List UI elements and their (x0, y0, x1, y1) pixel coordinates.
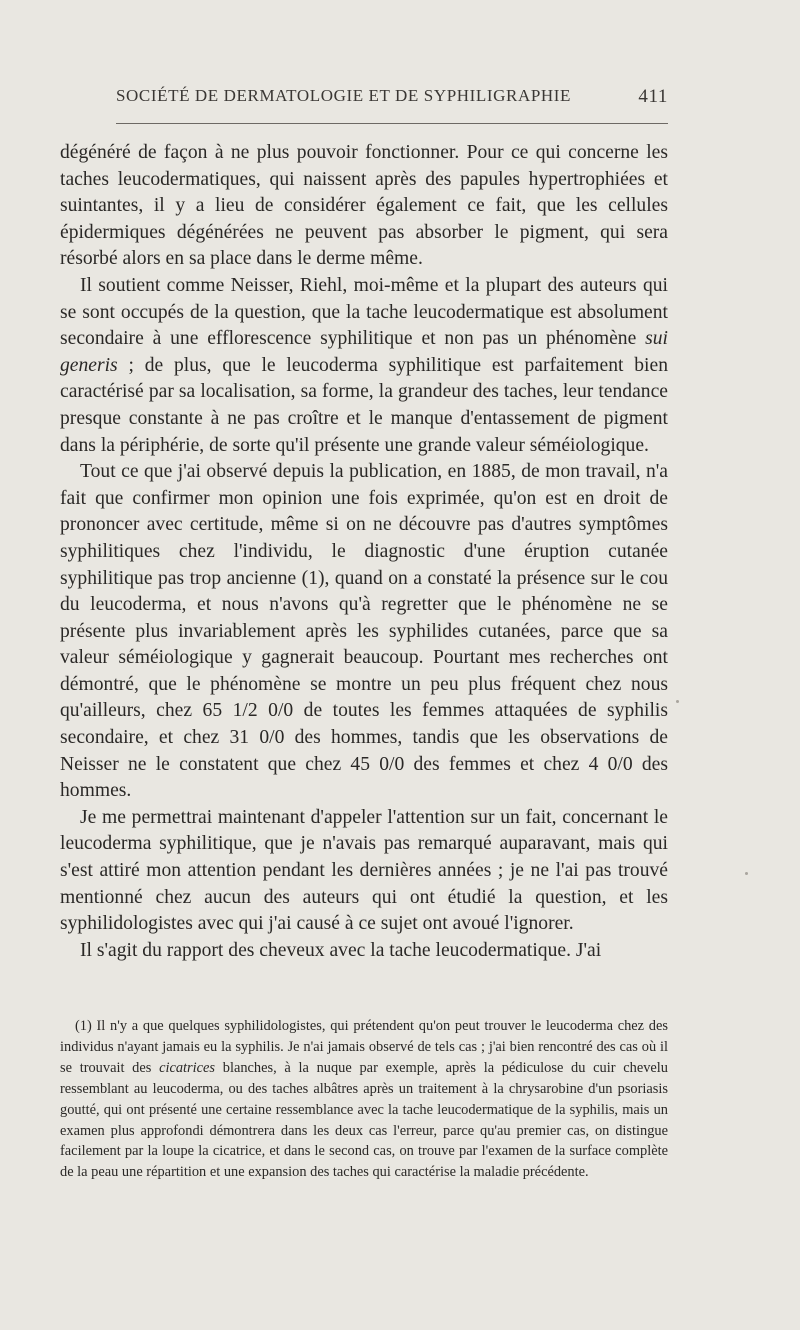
footnote (60, 1016, 668, 1183)
text-run: Je me permettrai maintenant d'appeler l'attention sur un fait, concernant le leucoderma syphilitique, que je n'avais pas remarqué auparavant, mais qui s'est attiré mon attention pendant les dernières années ; je ne l'ai pas trouvé mentionné chez aucun des auteurs qui ont étudié la question, et les syphilidologistes avec qui j'ai causé à ce sujet ont avoué l'ignorer. (60, 806, 668, 935)
text-run: dégénéré de façon à ne plus pouvoir fonctionner. Pour ce qui concerne les taches leucodermatiques, qui naissent après des papules hypertrophiées et suintantes, il y a lieu de considérer également ce fait, que les cellules épidermiques dégénérées ne peuvent pas absorber le pigment, qui sera résorbé alors en sa place dans le derme même. (60, 142, 668, 270)
paper-speck (745, 872, 748, 875)
paragraph (60, 805, 668, 938)
body-text (60, 140, 668, 964)
italic-text: sui generis (60, 328, 668, 376)
paragraph (60, 273, 668, 459)
text-run: (1) Il n'y a que quelques syphilidologistes, qui prétendent qu'on peut trouver le leucoderma chez des individus n'ayant jamais eu la syphilis. Je n'ai jamais observé de tels cas ; j'ai bien rencontré des cas où il se trouvait des (60, 1018, 668, 1076)
page-number: 411 (638, 86, 668, 107)
text-run: ; de plus, que le leucoderma syphilitique est parfaitement bien caractérisé par sa localisation, sa forme, la grandeur des taches, leur tendance presque constante à ne pas croître et le manque d'entassement de pigment dans la périphérie, de sorte qu'il présente une grande valeur séméiologique. (60, 354, 668, 456)
italic-text: cicatrices (159, 1059, 216, 1076)
paragraph (60, 140, 668, 273)
text-run: Tout ce que j'ai observé depuis la publication, en 1885, de mon travail, n'a fait que confirmer mon opinion une fois exprimée, qu'on est en droit de prononcer avec certitude, même si on ne découvre pas d'autres symptômes syphilitiques chez l'individu, le diagnostic d'une éruption cutanée syphilitique pas trop ancienne (1), quand on a constaté la présence sur le cou du leucoderma, et nous n'avons qu'à regretter que le phénomène ne se présente plus invariablement après les syphilides cutanées, parce que sa valeur séméiologique y gagnerait beaucoup. Pourtant mes recherches ont démontré, que le phénomène se montre un peu plus fréquent chez nous qu'ailleurs, chez 65 1/2 0/0 de toutes les femmes attaquées de syphilis secondaire, et chez 31 0/0 des hommes, tandis que les observations de Neisser ne le constatent que chez 45 0/0 des femmes et chez 4 0/0 des hommes. (60, 461, 668, 802)
header-rule (116, 123, 668, 124)
running-title: SOCIÉTÉ DE DERMATOLOGIE ET DE SYPHILIGRAPHIE (116, 86, 572, 105)
paragraph (60, 938, 668, 965)
paper-speck (676, 700, 679, 703)
text-run: Il s'agit du rapport des cheveux avec la tache leucodermatique. J'ai (80, 939, 602, 961)
text-run: Il soutient comme Neisser, Riehl, moi-même et la plupart des auteurs qui se sont occupés de la question, que la tache leucodermatique est absolument secondaire à une efflorescence syphilitique et non pas un phénomène (60, 274, 668, 350)
paragraph (60, 459, 668, 805)
text-run: blanches, à la nuque par exemple, après la pédiculose du cuir chevelu ressemblant au leucoderma, ou des taches albâtres après un traitement à la chrysarobine d'un psoriasis goutté, qui ont présenté une certaine ressemblance avec la tache leucodermatique de la syphilis, mais un examen plus approfondi démontrera dans les deux cas l'erreur, parce qu'au premier cas, on distingue facilement par la loupe la cicatrice, et dans le second cas, on trouve par l'examen de la surface complète de la peau une répartition et une expansion des taches qui caractérise la maladie précédente. (60, 1059, 668, 1181)
footnote-block (60, 1016, 668, 1183)
